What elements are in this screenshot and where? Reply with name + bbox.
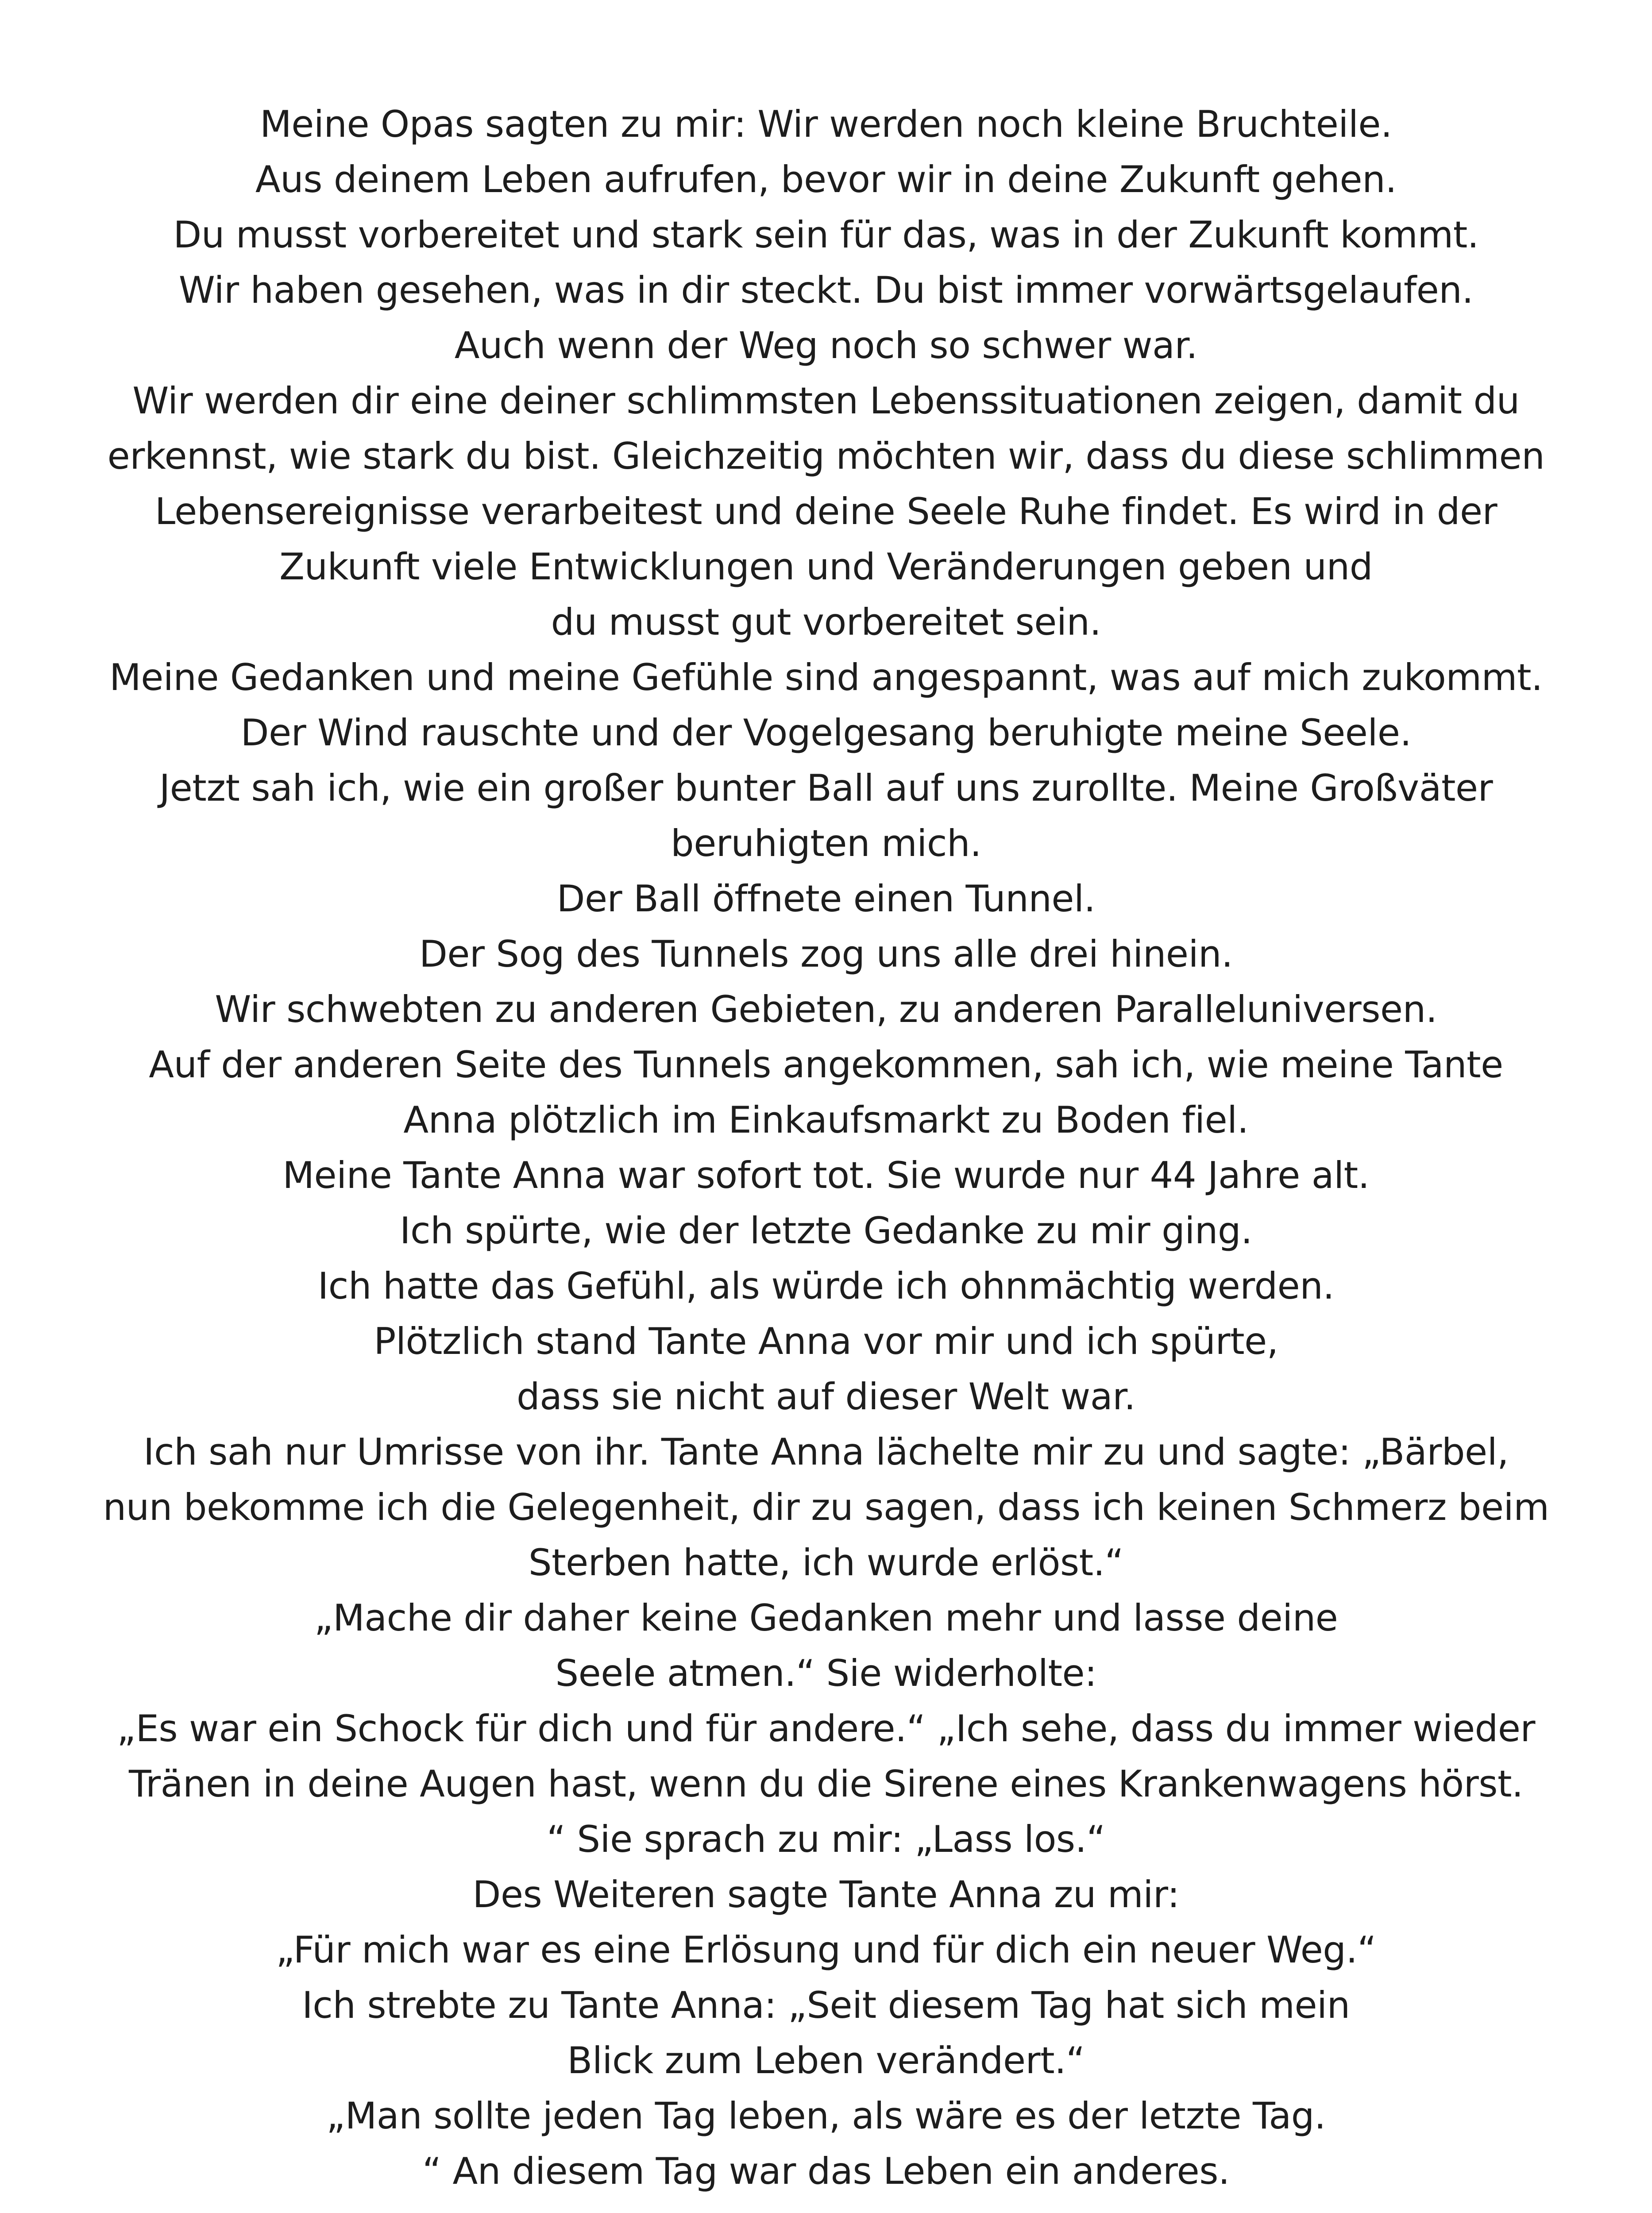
text-line: Ich sah nur Umrisse von ihr. Tante Anna lächelte mir zu und sagte: „Bärbel,	[143, 1430, 1509, 1473]
story-text	[0, 96, 1652, 2199]
text-line: Der Ball öffnete einen Tunnel.	[556, 877, 1096, 920]
text-line: Ich spürte, wie der letzte Gedanke zu mir ging.	[400, 1209, 1252, 1252]
text-line: du musst gut vorbereitet sein.	[551, 601, 1101, 644]
text-line: „Für mich war es eine Erlösung und für dich ein neuer Weg.“	[276, 1928, 1376, 1971]
text-line: Du musst vorbereitet und stark sein für das, was in der Zukunft kommt.	[173, 213, 1479, 256]
text-line: beruhigten mich.	[671, 822, 981, 865]
text-line: Auf der anderen Seite des Tunnels angekommen, sah ich, wie meine Tante	[149, 1043, 1503, 1086]
text-line: Der Sog des Tunnels zog uns alle drei hinein.	[419, 933, 1233, 975]
text-line: Wir haben gesehen, was in dir steckt. Du bist immer vorwärtsgelaufen.	[178, 269, 1474, 312]
text-line: Sterben hatte, ich wurde erlöst.“	[528, 1541, 1124, 1584]
text-line: Jetzt sah ich, wie ein großer bunter Ball auf uns zurollte. Meine Großväter	[159, 767, 1493, 810]
text-line: „Mache dir daher keine Gedanken mehr und lasse deine	[314, 1596, 1338, 1639]
text-line: Meine Tante Anna war sofort tot. Sie wurde nur 44 Jahre alt.	[282, 1154, 1370, 1197]
text-line: Lebensereignisse verarbeitest und deine Seele Ruhe findet. Es wird in der	[154, 490, 1498, 533]
text-line: „Man sollte jeden Tag leben, als wäre es der letzte Tag.	[326, 2094, 1326, 2137]
text-line: Der Wind rauschte und der Vogelgesang beruhigte meine Seele.	[240, 711, 1412, 754]
text-line: “ An diesem Tag war das Leben ein anderes.	[422, 2150, 1230, 2193]
text-line: Des Weiteren sagte Tante Anna zu mir:	[472, 1873, 1180, 1916]
text-line: Zukunft viele Entwicklungen und Veränderungen geben und	[279, 545, 1373, 588]
text-line: nun bekomme ich die Gelegenheit, dir zu sagen, dass ich keinen Schmerz beim	[103, 1486, 1549, 1529]
text-line: Tränen in deine Augen hast, wenn du die Sirene eines Krankenwagens hörst.	[129, 1762, 1523, 1805]
text-line: Anna plötzlich im Einkaufsmarkt zu Boden fiel.	[403, 1099, 1249, 1141]
text-line: Auch wenn der Weg noch so schwer war.	[454, 324, 1198, 367]
text-line: Blick zum Leben verändert.“	[567, 2039, 1085, 2082]
text-line: Aus deinem Leben aufrufen, bevor wir in deine Zukunft gehen.	[255, 158, 1397, 201]
text-line: dass sie nicht auf dieser Welt war.	[516, 1375, 1136, 1418]
text-line: Ich strebte zu Tante Anna: „Seit diesem Tag hat sich mein	[302, 1984, 1350, 2027]
text-line: Wir schwebten zu anderen Gebieten, zu anderen Paralleluniversen.	[215, 988, 1437, 1031]
text-line: Plötzlich stand Tante Anna vor mir und ich spürte,	[374, 1320, 1278, 1363]
text-line: Ich hatte das Gefühl, als würde ich ohnmächtig werden.	[317, 1265, 1335, 1307]
text-line: Meine Opas sagten zu mir: Wir werden noch kleine Bruchteile.	[260, 103, 1392, 146]
text-line: erkennst, wie stark du bist. Gleichzeitig möchten wir, dass du diese schlimmen	[107, 435, 1545, 478]
text-line: Wir werden dir eine deiner schlimmsten Lebenssituationen zeigen, damit du	[132, 379, 1520, 422]
text-line: „Es war ein Schock für dich und für andere.“ „Ich sehe, dass du immer wieder	[116, 1707, 1536, 1750]
text-line: Meine Gedanken und meine Gefühle sind angespannt, was auf mich zukommt.	[109, 656, 1543, 699]
text-line: Seele atmen.“ Sie widerholte:	[555, 1652, 1097, 1695]
text-line: “ Sie sprach zu mir: „Lass los.“	[546, 1818, 1106, 1861]
